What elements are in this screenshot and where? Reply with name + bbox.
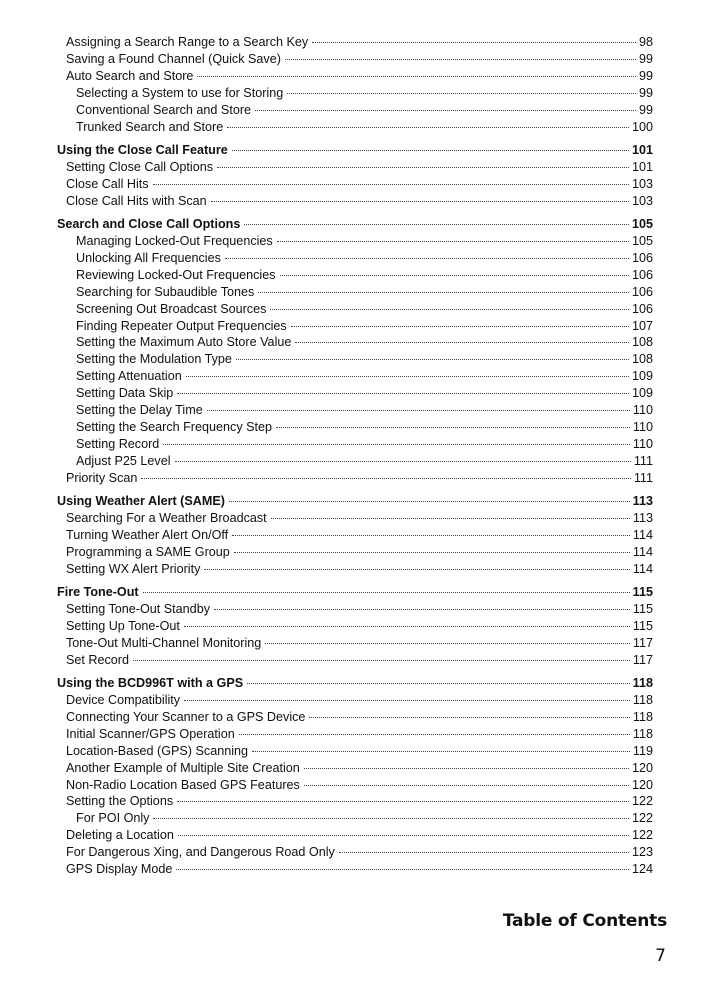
toc-entry-page: 101 [631,142,653,157]
toc-entry[interactable] [57,726,653,743]
toc-entry-page: 115 [632,602,653,616]
dot-leader [175,461,631,462]
toc-entry[interactable] [57,510,653,527]
toc-entry-title: Location-Based (GPS) Scanning [66,743,249,758]
toc-entry[interactable] [57,743,653,760]
toc-entry[interactable] [57,709,653,726]
toc-entry-page: 111 [633,453,653,468]
toc-entry-title: Setting Up Tone-Out [66,618,180,633]
toc-entry-page: 98 [638,35,653,49]
dot-leader [239,734,630,735]
dot-leader [304,768,629,769]
toc-entry-page: 109 [631,386,653,401]
toc-entry-page: 108 [631,352,653,367]
toc-section-entry[interactable] [57,216,653,233]
toc-entry-page: 99 [638,85,653,100]
toc-entry-title: Setting Attenuation [76,369,182,384]
footer-section-title: Table of Contents [502,911,667,931]
dot-leader [280,275,629,276]
toc-entry[interactable] [57,233,653,250]
toc-entry-page: 114 [632,527,653,542]
toc-entry[interactable] [57,436,653,453]
toc-entry-page: 106 [631,267,653,282]
toc-entry-title: Conventional Search and Store [76,102,252,117]
toc-entry[interactable] [57,385,653,402]
toc-entry-page: 110 [632,403,653,418]
toc-entry-title: Managing Locked-Out Frequencies [76,233,273,248]
toc-entry-page: 109 [631,369,653,384]
toc-entry-title: Screening Out Broadcast Sources [76,301,267,316]
toc-entry-title: Close Call Hits [66,176,149,191]
toc-entry-page: 108 [631,335,653,350]
toc-entry-page: 120 [631,760,653,775]
toc-entry[interactable] [57,68,653,85]
dot-leader [304,785,629,786]
dot-leader [276,427,630,428]
toc-entry[interactable] [57,34,653,51]
toc-entry-page: 115 [632,585,653,600]
dot-leader [285,59,636,60]
toc-entry-title: Setting the Maximum Auto Store Value [76,335,292,350]
dot-leader [186,376,629,377]
dot-leader [177,393,629,394]
toc-entry[interactable] [57,193,653,210]
toc-entry-title: Programming a SAME Group [66,544,230,559]
toc-entry-title: Setting the Delay Time [76,403,203,418]
dot-leader [312,42,636,43]
toc-entry[interactable] [57,51,653,68]
toc-entry-title: Setting Close Call Options [66,159,213,174]
toc-entry-page: 106 [631,250,653,265]
toc-entry-title: Priority Scan [66,470,138,485]
toc-entry-page: 105 [631,217,653,232]
toc-entry-page: 118 [632,709,653,724]
toc-entry[interactable] [57,777,653,794]
toc-entry-title: Setting WX Alert Priority [66,561,201,576]
toc-entry-page: 117 [632,652,653,667]
toc-entry-page: 117 [632,635,653,650]
toc-entry[interactable] [57,301,653,318]
dot-leader [255,110,636,111]
toc-section-entry[interactable] [57,142,653,159]
toc-entry[interactable] [57,618,653,635]
toc-entry-title: Non-Radio Location Based GPS Features [66,777,300,792]
toc-section-entry[interactable] [57,675,653,692]
dot-leader [236,359,629,360]
dot-leader [225,258,629,259]
dot-leader [207,410,630,411]
toc-entry-title: Setting Tone-Out Standby [66,602,210,616]
dot-leader [270,309,629,310]
toc-entry-page: 122 [631,794,653,809]
toc-entry[interactable] [57,827,653,844]
toc-entry[interactable] [57,176,653,193]
toc-entry-title: Selecting a System to use for Storing [76,85,284,100]
toc-entry-page: 103 [631,176,653,191]
toc-entry-page: 103 [631,193,653,208]
toc-entry[interactable] [57,652,653,669]
toc-entry[interactable] [57,544,653,561]
toc-entry-title: Searching For a Weather Broadcast [66,510,267,525]
toc-entry[interactable] [57,85,653,102]
toc-entry-title: Turning Weather Alert On/Off [66,527,229,542]
dot-leader [217,167,629,168]
toc-entry-title: Setting the Search Frequency Step [76,419,273,434]
toc-entry-page: 120 [631,777,653,792]
table-of-contents [57,34,653,878]
toc-entry-title: Device Compatibility [66,693,181,708]
dot-leader [232,535,630,536]
toc-entry-page: 118 [632,676,653,691]
toc-section-entry[interactable] [57,493,653,510]
dot-leader [153,184,629,185]
dot-leader [184,700,630,701]
dot-leader [232,150,629,151]
toc-entry[interactable] [57,453,653,470]
dot-leader [178,835,629,836]
dot-leader [252,751,630,752]
toc-entry-title: For POI Only [76,811,150,826]
dot-leader [163,444,630,445]
toc-entry[interactable] [57,119,653,136]
toc-entry-page: 111 [633,470,653,485]
dot-leader [211,201,629,202]
toc-entry-title: Assigning a Search Range to a Search Key [66,35,309,49]
toc-entry[interactable] [57,527,653,544]
dot-leader [229,501,630,502]
toc-entry[interactable] [57,419,653,436]
dot-leader [184,626,630,627]
page-number: 7 [655,946,666,966]
dot-leader [204,569,630,570]
toc-entry-title: Set Record [66,652,129,667]
toc-entry-page: 106 [631,284,653,299]
dot-leader [265,643,630,644]
toc-entry-title: Searching for Subaudible Tones [76,284,255,299]
toc-entry-page: 118 [632,726,653,741]
toc-entry[interactable] [57,351,653,368]
toc-entry-page: 107 [631,318,653,333]
toc-entry-title: Setting Record [76,436,160,451]
dot-leader [176,869,629,870]
dot-leader [271,518,630,519]
dot-leader [141,478,630,479]
toc-entry[interactable] [57,601,653,618]
toc-entry-title: Auto Search and Store [66,68,194,83]
toc-entry-title: Deleting a Location [66,828,174,843]
toc-entry-page: 101 [631,159,653,174]
toc-entry[interactable] [57,368,653,385]
toc-entry[interactable] [57,793,653,810]
toc-entry[interactable] [57,561,653,578]
toc-entry-page: 100 [631,119,653,134]
dot-leader [291,326,629,327]
dot-leader [295,342,629,343]
toc-section-entry[interactable] [57,584,653,601]
dot-leader [234,552,630,553]
toc-entry-title: Using Weather Alert (SAME) [57,494,225,509]
toc-entry-title: Adjust P25 Level [76,453,171,468]
toc-entry-page: 110 [632,436,653,451]
toc-entry-title: GPS Display Mode [66,862,173,877]
toc-entry-title: Finding Repeater Output Frequencies [76,318,287,333]
toc-entry[interactable] [57,284,653,301]
toc-entry[interactable] [57,635,653,652]
toc-entry[interactable] [57,267,653,284]
toc-entry-title: Reviewing Locked-Out Frequencies [76,267,276,282]
toc-entry-title: Tone-Out Multi-Channel Monitoring [66,635,262,650]
toc-entry-page: 123 [631,845,653,860]
dot-leader [214,609,630,610]
toc-entry-title: Trunked Search and Store [76,119,224,134]
toc-entry[interactable] [57,470,653,487]
dot-leader [143,592,630,593]
toc-entry-title: Setting Data Skip [76,386,174,401]
toc-entry-title: Search and Close Call Options [57,217,241,232]
dot-leader [277,241,629,242]
dot-leader [244,224,629,225]
toc-entry[interactable] [57,844,653,861]
toc-entry-title: Connecting Your Scanner to a GPS Device [66,709,306,724]
toc-entry[interactable] [57,402,653,419]
toc-entry-title: Another Example of Multiple Site Creation [66,760,300,775]
toc-entry-page: 99 [638,51,653,66]
toc-entry[interactable] [57,102,653,119]
dot-leader [258,292,629,293]
dot-leader [197,76,636,77]
toc-entry-page: 99 [638,102,653,117]
toc-entry-page: 119 [632,743,653,758]
dot-leader [287,93,636,94]
toc-entry-page: 99 [638,68,653,83]
toc-entry-title: Unlocking All Frequencies [76,250,221,265]
toc-entry-title: Close Call Hits with Scan [66,193,207,208]
toc-entry[interactable] [57,692,653,709]
dot-leader [339,852,629,853]
toc-entry-title: Saving a Found Channel (Quick Save) [66,51,281,66]
toc-entry-page: 113 [632,494,653,509]
toc-entry[interactable] [57,159,653,176]
toc-entry-page: 122 [631,811,653,826]
dot-leader [133,660,630,661]
toc-entry-page: 105 [631,233,653,248]
toc-entry[interactable] [57,760,653,777]
toc-entry-title: Using the BCD996T with a GPS [57,676,244,691]
dot-leader [247,683,630,684]
toc-entry[interactable] [57,318,653,335]
toc-entry-page: 118 [632,693,653,708]
toc-entry-title: Initial Scanner/GPS Operation [66,726,235,741]
toc-entry-title: Using the Close Call Feature [57,142,228,157]
toc-entry-page: 114 [632,544,653,559]
toc-entry-page: 106 [631,301,653,316]
toc-entry-page: 122 [631,828,653,843]
toc-entry-title: For Dangerous Xing, and Dangerous Road Only [66,845,335,860]
toc-entry[interactable] [57,334,653,351]
toc-entry-page: 115 [632,618,653,633]
toc-entry-title: Fire Tone-Out [57,585,139,600]
toc-entry-title: Setting the Modulation Type [76,352,232,367]
dot-leader [227,127,629,128]
toc-entry-page: 110 [632,419,653,434]
toc-entry[interactable] [57,250,653,267]
toc-entry-page: 113 [632,510,653,525]
toc-entry[interactable] [57,810,653,827]
dot-leader [309,717,629,718]
toc-entry-page: 124 [631,862,653,877]
toc-entry-page: 114 [632,561,653,576]
toc-entry-title: Setting the Options [66,794,174,809]
dot-leader [177,801,629,802]
toc-entry[interactable] [57,861,653,878]
dot-leader [153,818,629,819]
